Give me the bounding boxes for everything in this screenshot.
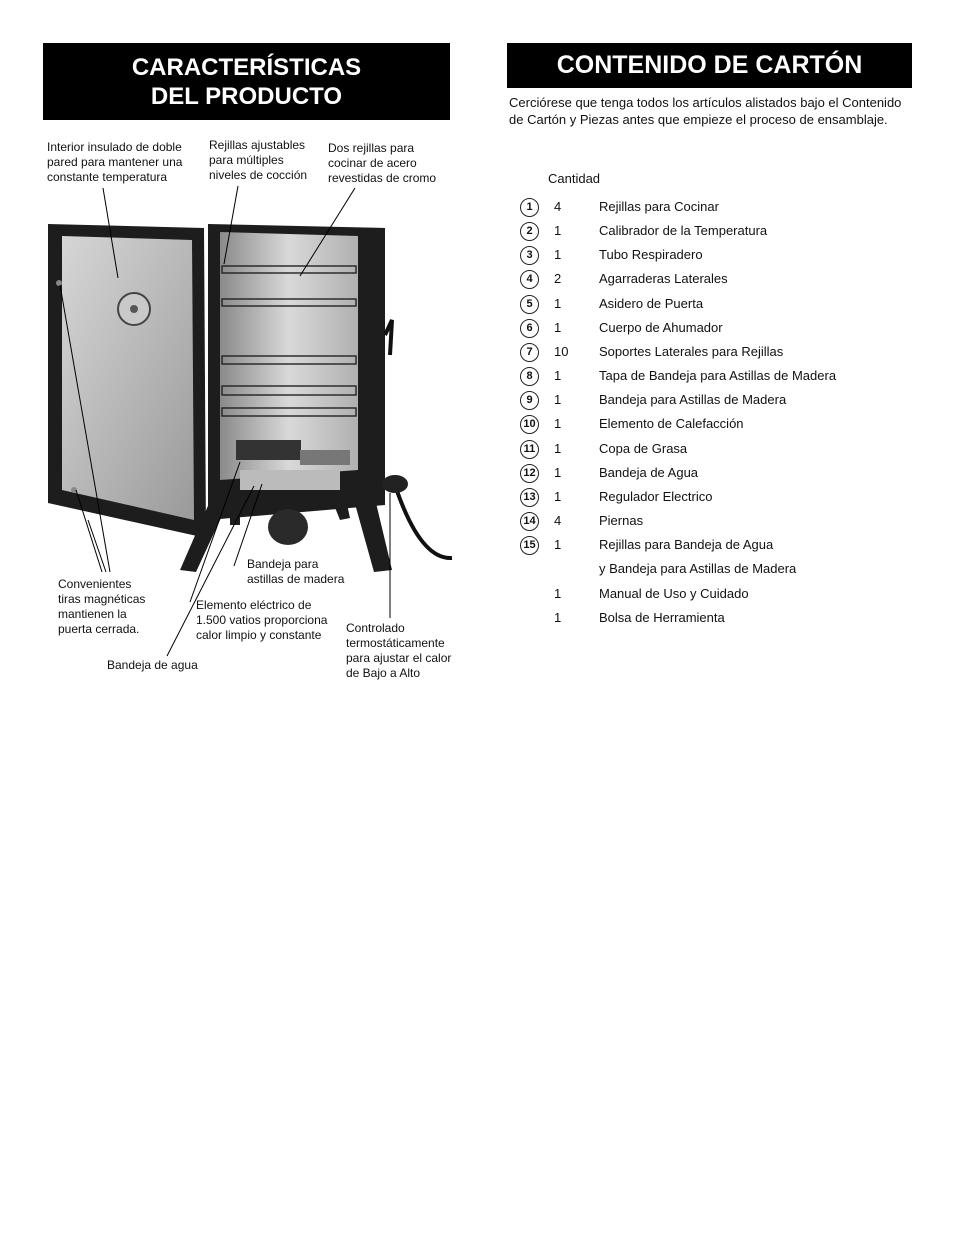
item-number-badge: 15 [520,536,539,555]
item-quantity: 1 [554,392,562,407]
item-description: Manual de Uso y Cuidado [599,586,749,601]
item-number-badge: 6 [520,319,539,338]
callout-adjustable-racks: Rejillas ajustables para múltiples niveles de cocción [209,138,308,182]
item-description: Elemento de Calefacción [599,416,744,431]
item-description: Bolsa de Herramienta [599,610,725,625]
item-description: Tubo Respiradero [599,247,703,262]
intro-paragraph: Cerciórese que tenga todos los artículos alistados bajo el Contenido de Cartón y Piezas antes que empieze el proceso de ensamblaje. [509,95,902,127]
item-description: Bandeja para Astillas de Madera [599,392,787,407]
callout-insulated-interior: Interior insulado de doble pared para mantener una constante temperatura [47,140,183,184]
item-quantity: 1 [554,416,562,431]
callout-thermostat-control: Controlado termostáticamente para ajustar el calor de Bajo a Alto [346,621,452,680]
item-quantity: 1 [554,223,562,238]
item-number-badge: 11 [520,440,539,459]
item-quantity: 1 [554,368,562,383]
item-description: Cuerpo de Ahumador [599,320,723,335]
item-quantity: 1 [554,296,562,311]
item-description: Calibrador de la Temperatura [599,223,768,238]
item-description: Agarraderas Laterales [599,271,728,286]
power-cord [395,485,452,558]
callout-wood-chip-tray: Bandeja para astillas de madera [247,557,345,586]
item-quantity: 10 [554,344,569,359]
item-description: Rejillas para Bandeja de Agua [599,537,774,552]
item-quantity: 1 [554,610,562,625]
item-quantity: 4 [554,513,562,528]
item-number-badge: 9 [520,391,539,410]
item-quantity: 1 [554,537,562,552]
item-description: Bandeja de Agua [599,465,699,480]
item-number-badge: 8 [520,367,539,386]
item-quantity: 1 [554,489,562,504]
item-number-badge: 3 [520,246,539,265]
item-quantity: 1 [554,465,562,480]
wood-chip-tray [236,440,301,460]
item-description: Regulador Electrico [599,489,713,504]
callout-magnetic-strips: Convenientes tiras magnéticas mantienen la puerta cerrada. [58,577,146,636]
callout-electric-element: Elemento eléctrico de 1.500 vatios proporciona calor limpio y constante [196,598,328,642]
item-description: Soportes Laterales para Rejillas [599,344,784,359]
item-number-badge: 13 [520,488,539,507]
item-quantity: 2 [554,271,562,286]
item-quantity: 1 [554,247,562,262]
item-description: Asidero de Puerta [599,296,704,311]
carton-contents-heading: CONTENIDO DE CARTÓN [507,43,912,88]
water-pan [268,509,308,545]
callout-chrome-racks: Dos rejillas para cocinar de acero revestidas de cromo [328,141,437,185]
item-number-badge: 14 [520,512,539,531]
item-quantity: 1 [554,320,562,335]
callout-water-pan: Bandeja de agua [107,658,198,672]
door [48,224,206,538]
item-number-badge: 7 [520,343,539,362]
item-description: Rejillas para Cocinar [599,199,719,214]
item-number-badge: 10 [520,415,539,434]
item-description: Piernas [599,513,644,528]
item-number-badge: 12 [520,464,539,483]
item-number-badge: 1 [520,198,539,217]
item-number-badge: 5 [520,295,539,314]
item-description: Copa de Grasa [599,441,688,456]
heading-line-1: CARACTERÍSTICAS [131,53,362,81]
temperature-controller [382,475,408,493]
cabinet-body [208,224,452,558]
item-quantity: 1 [554,441,562,456]
heading-line-2: DEL PRODUCTO [150,82,343,110]
quantity-header: Cantidad [548,171,601,186]
item-quantity: 1 [554,586,562,601]
item-number-badge: 2 [520,222,539,241]
item-description: y Bandeja para Astillas de Madera [599,561,797,576]
item-quantity: 4 [554,199,562,214]
item-description: Tapa de Bandeja para Astillas de Madera [599,368,837,383]
item-number-badge: 4 [520,270,539,289]
